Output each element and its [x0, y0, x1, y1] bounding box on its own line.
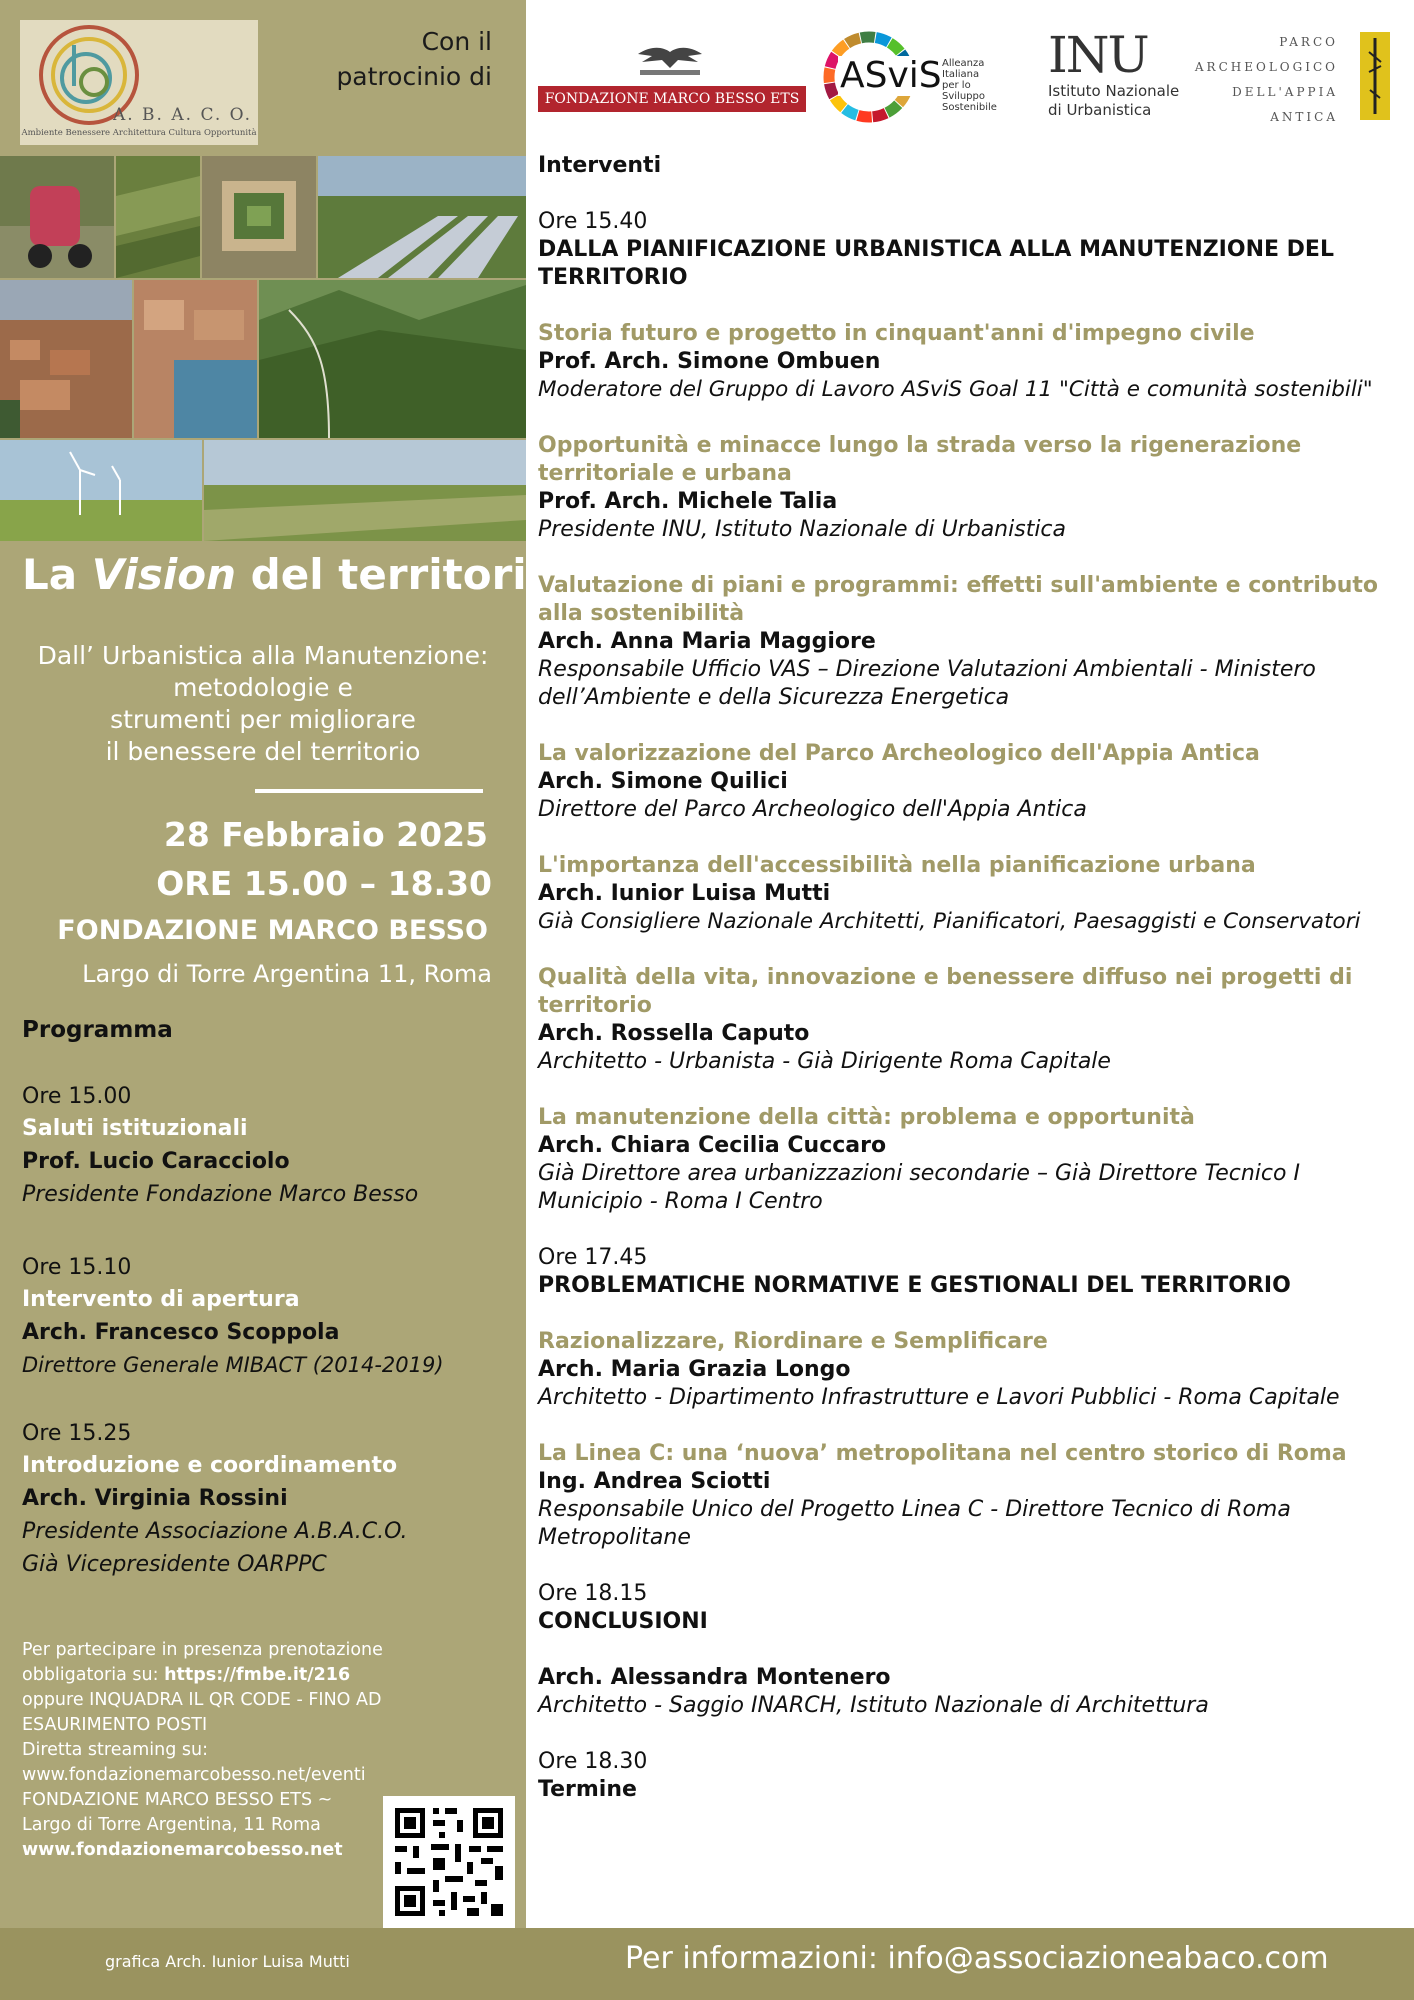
left-panel	[0, 0, 556, 1928]
talk-speaker: Arch. Rossella Caputo	[538, 1021, 810, 1046]
session-title: PROBLEMATICHE NORMATIVE E GESTIONALI DEL TERRITORIO	[538, 1273, 1291, 1298]
qr-code-icon	[383, 1796, 515, 1928]
asvis-tagline-line: Alleanza Italiana	[942, 58, 985, 80]
programme-session: Intervento di apertura	[22, 1287, 300, 1312]
inu-line: di Urbanistica	[1048, 101, 1152, 119]
talk-topic: La Linea C: una ‘nuova’ metropolitana nel centro storico di Roma	[538, 1441, 1347, 1466]
info-line: Diretta streaming su:	[22, 1740, 208, 1760]
programme-item	[22, 1081, 512, 1211]
event-title-emphasis: Vision	[91, 550, 237, 599]
asvis-tagline-line: per lo Sviluppo	[942, 80, 985, 102]
parco-line: ARCHEOLOGICO	[1194, 60, 1338, 74]
streaming-link[interactable]: www.fondazionemarcobesso.net/eventi	[22, 1765, 366, 1785]
subtitle-line: il benessere del territorio	[105, 737, 421, 766]
talk-block	[538, 852, 1404, 936]
event-time: ORE 15.00 – 18.30	[156, 864, 492, 903]
talk-block	[538, 320, 1404, 404]
asvis-logo	[822, 30, 1012, 124]
programme-session: Saluti istituzionali	[22, 1116, 248, 1141]
parco-appia-logo	[1182, 30, 1398, 126]
talk-block	[538, 740, 1404, 824]
subtitle-line: strumenti per migliorare	[110, 705, 416, 734]
photo-collage	[0, 156, 526, 541]
talk-topic: Storia futuro e progetto in cinquant'anni d'impegno civile	[538, 321, 1255, 346]
event-title-post: del territorio	[236, 550, 556, 599]
scooter-photo	[0, 156, 114, 278]
session-block	[538, 208, 1404, 292]
programme-role: Presidente Associazione A.B.A.C.O.	[22, 1519, 408, 1544]
coastal-town-photo	[0, 280, 132, 438]
session-time: Ore 18.15	[538, 1581, 648, 1606]
talk-role: Responsabile Ufficio VAS – Direzione Valutazioni Ambientali - Ministero dell’Ambiente e della Sicurezza Energetica	[538, 657, 1316, 710]
info-line: oppure INQUADRA IL QR CODE - FINO AD	[22, 1690, 382, 1710]
inu-name: INU	[1048, 26, 1148, 84]
interventi-heading: Interventi	[538, 153, 662, 178]
talk-speaker: Prof. Arch. Michele Talia	[538, 489, 838, 514]
garden-palace-photo	[202, 156, 316, 278]
programme-role: Presidente Fondazione Marco Besso	[22, 1182, 419, 1207]
info-line: ESAURIMENTO POSTI	[22, 1715, 208, 1735]
qr-code[interactable]	[383, 1796, 515, 1928]
programme-time: Ore 15.25	[22, 1421, 132, 1446]
session-block	[538, 1748, 1404, 1804]
talk-block	[538, 1664, 1404, 1720]
programme-item	[22, 1418, 512, 1581]
talk-speaker: Arch. Maria Grazia Longo	[538, 1357, 851, 1382]
talk-role: Architetto - Dipartimento Infrastrutture e Lavori Pubblici - Roma Capitale	[538, 1385, 1340, 1410]
programme-time: Ore 15.10	[22, 1255, 132, 1280]
green-valley-photo	[259, 280, 526, 438]
parco-line: ANTICA	[1270, 110, 1338, 124]
talk-role: Presidente INU, Istituto Nazionale di Urbanistica	[538, 517, 1067, 542]
harbour-town-photo	[134, 280, 257, 438]
booking-link[interactable]: https://fmbe.it/216	[164, 1665, 351, 1685]
aerial-field-photo	[116, 156, 200, 278]
patronage-label	[336, 24, 492, 94]
programme-heading: Programma	[22, 1017, 173, 1043]
talk-speaker: Prof. Arch. Simone Ombuen	[538, 349, 881, 374]
info-text: obbligatoria su:	[22, 1665, 165, 1685]
info-line: FONDAZIONE MARCO BESSO ETS ~	[22, 1790, 333, 1810]
wind-farm-photo	[0, 440, 202, 541]
event-date: 28 Febbraio 2025	[163, 815, 488, 854]
programme-role: Direttore Generale MIBACT (2014-2019)	[22, 1353, 444, 1377]
programme-session: Introduzione e coordinamento	[22, 1453, 398, 1478]
info-line: Largo di Torre Argentina, 11 Roma	[22, 1815, 321, 1835]
talk-block	[538, 1104, 1404, 1216]
talk-topic: Qualità della vita, innovazione e benessere diffuso nei progetti di territorio	[538, 965, 1353, 1018]
talk-role: Moderatore del Gruppo di Lavoro ASviS Goal 11 "Città e comunità sostenibili"	[538, 377, 1373, 402]
inu-line: Istituto Nazionale	[1048, 82, 1180, 100]
abaco-name: A. B. A. C. O.	[112, 105, 252, 125]
info-line: Per partecipare in presenza prenotazione	[22, 1640, 383, 1660]
talk-role: Già Consigliere Nazionale Architetti, Pianificatori, Paesaggisti e Conservatori	[538, 909, 1361, 934]
talk-topic: La manutenzione della città: problema e opportunità	[538, 1105, 1195, 1130]
parco-line: PARCO	[1279, 35, 1338, 49]
parco-text	[1195, 30, 1338, 130]
asvis-tagline-line: Sostenibile	[942, 102, 997, 113]
asvis-tagline	[942, 58, 1012, 113]
talk-role: Architetto - Saggio INARCH, Istituto Nazionale di Architettura	[538, 1693, 1209, 1718]
session-title: DALLA PIANIFICAZIONE URBANISTICA ALLA MANUTENZIONE DEL TERRITORIO	[538, 237, 1334, 290]
interventi-column	[538, 152, 1404, 1832]
talk-topic: Razionalizzare, Riordinare e Semplificare	[538, 1329, 1048, 1354]
abaco-logo	[20, 20, 258, 145]
appia-emblem-icon	[1360, 32, 1390, 120]
talk-block	[538, 432, 1404, 544]
session-title: CONCLUSIONI	[538, 1609, 708, 1634]
abaco-tagline: Ambiente Benessere Architettura Cultura Opportunità	[21, 128, 257, 138]
graphics-credit: grafica Arch. Iunior Luisa Mutti	[105, 1952, 350, 1971]
talk-topic: Valutazione di piani e programmi: effetti sull'ambiente e contributo alla sostenibilità	[538, 573, 1379, 626]
programme-role: Già Vicepresidente OARPPC	[22, 1552, 327, 1577]
booking-info	[22, 1638, 422, 1863]
programme-item	[22, 1252, 512, 1382]
talk-topic: Opportunità e minacce lungo la strada verso la rigenerazione territoriale e urbana	[538, 433, 1302, 486]
programme-speaker: Prof. Lucio Caracciolo	[22, 1149, 290, 1174]
talk-topic: La valorizzazione del Parco Archeologico dell'Appia Antica	[538, 741, 1260, 766]
event-title-pre: La	[22, 550, 92, 599]
session-time: Ore 15.40	[538, 209, 648, 234]
talk-role: Direttore del Parco Archeologico dell'Appia Antica	[538, 797, 1087, 822]
patronage-line: Con il	[421, 27, 492, 56]
event-venue: FONDAZIONE MARCO BESSO	[57, 915, 488, 946]
subtitle-line: metodologie e	[173, 673, 353, 702]
solar-farm-photo	[318, 156, 526, 278]
session-title: Termine	[538, 1777, 637, 1802]
talk-role: Responsabile Unico del Progetto Linea C - Direttore Tecnico di Roma Metropolitane	[538, 1497, 1291, 1550]
programme-speaker: Arch. Virginia Rossini	[22, 1486, 288, 1511]
patronage-line: patrocinio di	[336, 62, 492, 91]
session-time: Ore 17.45	[538, 1245, 648, 1270]
talk-speaker: Arch. Chiara Cecilia Cuccaro	[538, 1133, 887, 1158]
subtitle-line: Dall’ Urbanistica alla Manutenzione:	[37, 641, 489, 670]
eagle-emblem-icon	[622, 44, 718, 80]
asvis-name: ASviS	[840, 55, 942, 96]
divider	[255, 789, 483, 793]
talk-speaker: Arch. Anna Maria Maggiore	[538, 629, 876, 654]
interventi-heading-block	[538, 152, 1404, 180]
talk-role: Già Direttore area urbanizzazioni secondarie – Già Direttore Tecnico I Municipio - Roma I Centro	[538, 1161, 1300, 1214]
talk-block	[538, 1440, 1404, 1552]
talk-speaker: Arch. Iunior Luisa Mutti	[538, 881, 831, 906]
talk-block	[538, 572, 1404, 712]
session-time: Ore 18.30	[538, 1749, 648, 1774]
programme-speaker: Arch. Francesco Scoppola	[22, 1320, 340, 1345]
parco-line: DELL'APPIA	[1232, 85, 1338, 99]
event-title	[22, 550, 556, 599]
countryside-photo	[204, 440, 526, 541]
talk-speaker: Arch. Simone Quilici	[538, 769, 788, 794]
besso-banner: FONDAZIONE MARCO BESSO ETS	[538, 86, 806, 112]
besso-logo	[538, 40, 806, 114]
contact-email[interactable]: Per informazioni: info@associazioneabaco.com	[625, 1941, 1329, 1976]
programme-time: Ore 15.00	[22, 1084, 132, 1109]
event-address: Largo di Torre Argentina 11, Roma	[82, 960, 492, 988]
talk-role: Architetto - Urbanista - Già Dirigente Roma Capitale	[538, 1049, 1111, 1074]
talk-speaker: Ing. Andrea Sciotti	[538, 1469, 771, 1494]
talk-topic: L'importanza dell'accessibilità nella pianificazione urbana	[538, 853, 1256, 878]
event-subtitle	[10, 640, 516, 768]
website-link[interactable]: www.fondazionemarcobesso.net	[22, 1840, 343, 1860]
session-block	[538, 1580, 1404, 1636]
session-block	[538, 1244, 1404, 1300]
talk-block	[538, 1328, 1404, 1412]
inu-logo	[1048, 28, 1188, 124]
talk-block	[538, 964, 1404, 1076]
sponsor-bar	[526, 0, 1414, 150]
info-line	[22, 1663, 422, 1688]
talk-speaker: Arch. Alessandra Montenero	[538, 1665, 891, 1690]
